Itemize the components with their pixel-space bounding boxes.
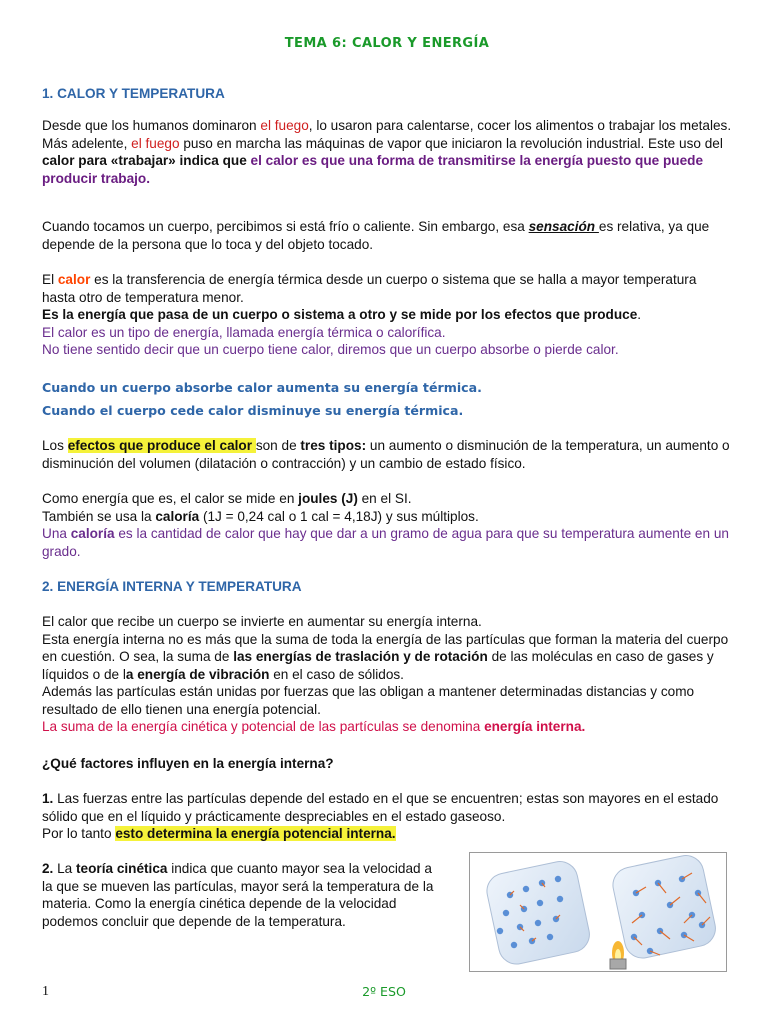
factor-number: 1. bbox=[42, 791, 54, 806]
sensacion-emphasis: sensación bbox=[528, 219, 599, 234]
text: Como energía que es, el calor se mide en bbox=[42, 491, 299, 506]
release-rule: Cuando el cuerpo cede calor disminuye su energía térmica. bbox=[42, 403, 464, 418]
factor-1 bbox=[42, 790, 732, 843]
highlighted-text: efectos que produce el calor bbox=[67, 438, 256, 453]
text: es la transferencia de energía térmica desde un cuerpo o sistema que se halla a mayor temperatura hasta otro de temperatura menor. bbox=[42, 272, 697, 305]
highlight-fuego-1: el fuego bbox=[260, 118, 309, 133]
bold-text: joules (J) bbox=[298, 491, 358, 506]
page-title: TEMA 6: CALOR Y ENERGÍA bbox=[284, 36, 490, 51]
absorb-rule: Cuando un cuerpo absorbe calor aumenta su energía térmica. bbox=[42, 380, 482, 395]
text: Además las partículas están unidas por fuerzas que las obligan a mantener determinadas distancias y como resultado de ello tienen una energía potencial. bbox=[42, 684, 695, 717]
factor-2 bbox=[42, 860, 442, 930]
text: Una bbox=[42, 526, 71, 541]
text: La bbox=[53, 861, 77, 876]
bold-text: teoría cinética bbox=[76, 861, 168, 876]
section-1-paragraph-3 bbox=[42, 271, 732, 359]
text: de las moléculas en caso de gases y líquidos o de l bbox=[42, 649, 714, 682]
text: Cuando tocamos un cuerpo, percibimos si está frío o caliente. Sin embargo, esa bbox=[42, 219, 529, 234]
text: , lo usaron para calentarse, cocer los alimentos o trabajar los metales. Más adelente, bbox=[42, 118, 732, 151]
text: El bbox=[42, 272, 58, 287]
section-1-paragraph-4 bbox=[42, 437, 732, 472]
text: es la cantidad de calor que hay que dar a un gramo de agua para que su temperatura aumente en un grado. bbox=[42, 526, 729, 559]
kinetic-theory-illustration bbox=[469, 852, 727, 972]
page-number: 1 bbox=[42, 984, 49, 999]
section-1-paragraph-1 bbox=[42, 117, 732, 187]
burner-icon bbox=[610, 941, 626, 969]
section-1-paragraph-2 bbox=[42, 218, 732, 253]
text: Las fuerzas entre las partículas depende del estado en el que se encuentren; estas son mayores en el estado sólido que en el líquido y prácticamente despreciables en el estado gaseoso. bbox=[42, 791, 719, 824]
text: El calor que recibe un cuerpo se invierte en aumentar su energía interna. bbox=[42, 614, 482, 629]
caloria-keyword: caloría bbox=[70, 526, 115, 541]
bold-text: a energía de vibración bbox=[125, 666, 270, 682]
text: La suma de la energía cinética y potencial de las partículas se denomina bbox=[42, 719, 485, 734]
section-2-paragraph-1 bbox=[42, 613, 732, 736]
text: Los bbox=[42, 438, 68, 453]
energia-interna-keyword: energía interna. bbox=[484, 719, 586, 734]
text: en el caso de sólidos. bbox=[269, 666, 404, 682]
section-1-heading: 1. CALOR Y TEMPERATURA bbox=[42, 86, 225, 101]
text: puso en marcha las máquinas de vapor que iniciaron la revolución industrial. Este uso del bbox=[179, 135, 723, 151]
text: Esta energía interna no es más que la suma de toda la energía de las partículas que forman la materia del cuerpo en cuestión. O sea, la suma de bbox=[42, 631, 729, 664]
calor-keyword: calor bbox=[57, 272, 91, 287]
purple-bold-text: el calor es que una forma de transmitirse la energía puesto que puede producir trabajo. bbox=[42, 153, 704, 186]
factors-question: ¿Qué factores influyen en la energía interna? bbox=[42, 756, 334, 771]
text: es relativa, ya que depende de la persona que lo toca y del objeto tocado. bbox=[42, 219, 710, 252]
highlighted-text: esto determina la energía potencial interna. bbox=[115, 826, 396, 841]
text: un aumento o disminución de la temperatura, un aumento o disminución del volumen (dilatación o contracción) y un cambio de estado físico. bbox=[42, 438, 730, 471]
bold-text: calor para «trabajar» indica que bbox=[42, 153, 247, 168]
purple-line-2: No tiene sentido decir que un cuerpo tiene calor, diremos que un cuerpo absorbe o pierde calor. bbox=[42, 342, 619, 357]
section-1-paragraph-5 bbox=[42, 490, 732, 560]
bold-text: tres tipos: bbox=[300, 438, 367, 453]
factor-number: 2. bbox=[42, 861, 54, 876]
section-2-heading: 2. ENERGÍA INTERNA Y TEMPERATURA bbox=[42, 579, 302, 594]
text: . bbox=[637, 307, 642, 322]
text: son de bbox=[255, 438, 301, 453]
bold-text: caloría bbox=[155, 508, 200, 524]
text: en el SI. bbox=[357, 491, 412, 506]
text: También se usa la bbox=[42, 508, 156, 524]
bold-definition: Es la energía que pasa de un cuerpo o sistema a otro y se mide por los efectos que produce bbox=[42, 307, 638, 322]
purple-line-1: El calor es un tipo de energía, llamada energía térmica o calorífica. bbox=[42, 324, 446, 340]
text: indica que cuanto mayor sea la velocidad a la que se mueven las partículas, mayor será la temperatura de la materia. Como la energía cinética depende de la velocidad podemos concluir que depende de la temperatura. bbox=[42, 861, 434, 929]
cold-container bbox=[484, 858, 593, 967]
particle-diagram bbox=[470, 853, 726, 971]
hot-container bbox=[610, 853, 719, 961]
text: Por lo tanto bbox=[42, 826, 116, 841]
course-label: 2º ESO bbox=[362, 984, 406, 999]
text: Desde que los humanos dominaron bbox=[42, 118, 261, 133]
text: (1J = 0,24 cal o 1 cal = 4,18J) y sus múltiplos. bbox=[199, 508, 479, 524]
highlight-fuego-2: el fuego bbox=[131, 135, 180, 151]
bold-text: las energías de traslación y de rotación bbox=[233, 649, 488, 664]
